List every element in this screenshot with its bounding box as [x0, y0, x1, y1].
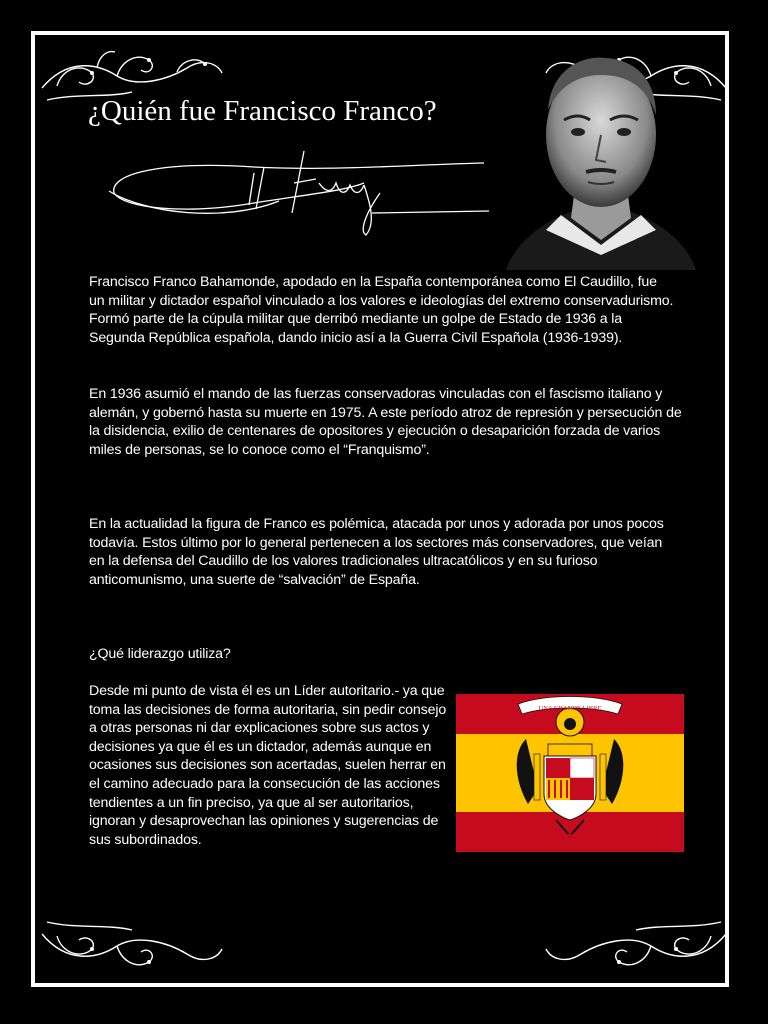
signature-image: [104, 143, 494, 243]
ornament-bottom-left: [37, 914, 227, 984]
section-heading-leadership: ¿Qué liderazgo utiliza?: [89, 646, 231, 662]
flag-motto: UNA GRANDE LIBRE: [538, 705, 602, 712]
page-title: ¿Quién fue Francisco Franco?: [88, 95, 437, 127]
portrait-image: [506, 40, 696, 270]
ornament-bottom-right: [541, 914, 731, 984]
paragraph-leadership: Desde mi punto de vista él es un Líder autoritario.- ya que toma las decisiones de forma autoritaria, sin pedir consejo a otras personas ni dar explicaciones sobre sus actos y decisiones ya que él es un dictador, además aunque en ocasiones sus decisiones son acertadas, suelen herrar en el camino adecuado para la consecución de las acciones tendientes a un fin preciso, ya que al ser autoritarios, ignoran y desaprovechan las opiniones y sugerencias de sus subordinados.: [89, 683, 447, 848]
spanish-flag-image: [456, 694, 684, 852]
paragraph-biography: Francisco Franco Bahamonde, apodado en la España contemporánea como El Caudillo, fue un militar y dictador español vinculado a los valores e ideologías del extremo conservadurismo. Formó parte de la cúpula militar que derribó mediante un golpe de Estado de 1936 a la Segunda República española, dando inicio así a la Guerra Civil Española (1936-1939).: [89, 274, 674, 346]
paragraph-regime: En 1936 asumió el mando de las fuerzas conservadoras vinculadas con el fascismo italiano y alemán, y gobernó hasta su muerte en 1975. A este período atroz de represión y persecución de la disidencia, exilio de centenares de opositores y ejecución o desaparición forzada de varios miles de personas, se lo conoce como el “Franquismo”.: [89, 386, 682, 458]
paragraph-legacy: En la actualidad la figura de Franco es polémica, atacada por unos y adorada por unos pocos todavía. Estos último por lo general pertenecen a los sectores más conservadores, que veían en la defensa del Caudillo de los valores tradicionales ultracatólicos y en su furioso anticomunismo, una suerte de “salvación” de España.: [89, 516, 664, 588]
